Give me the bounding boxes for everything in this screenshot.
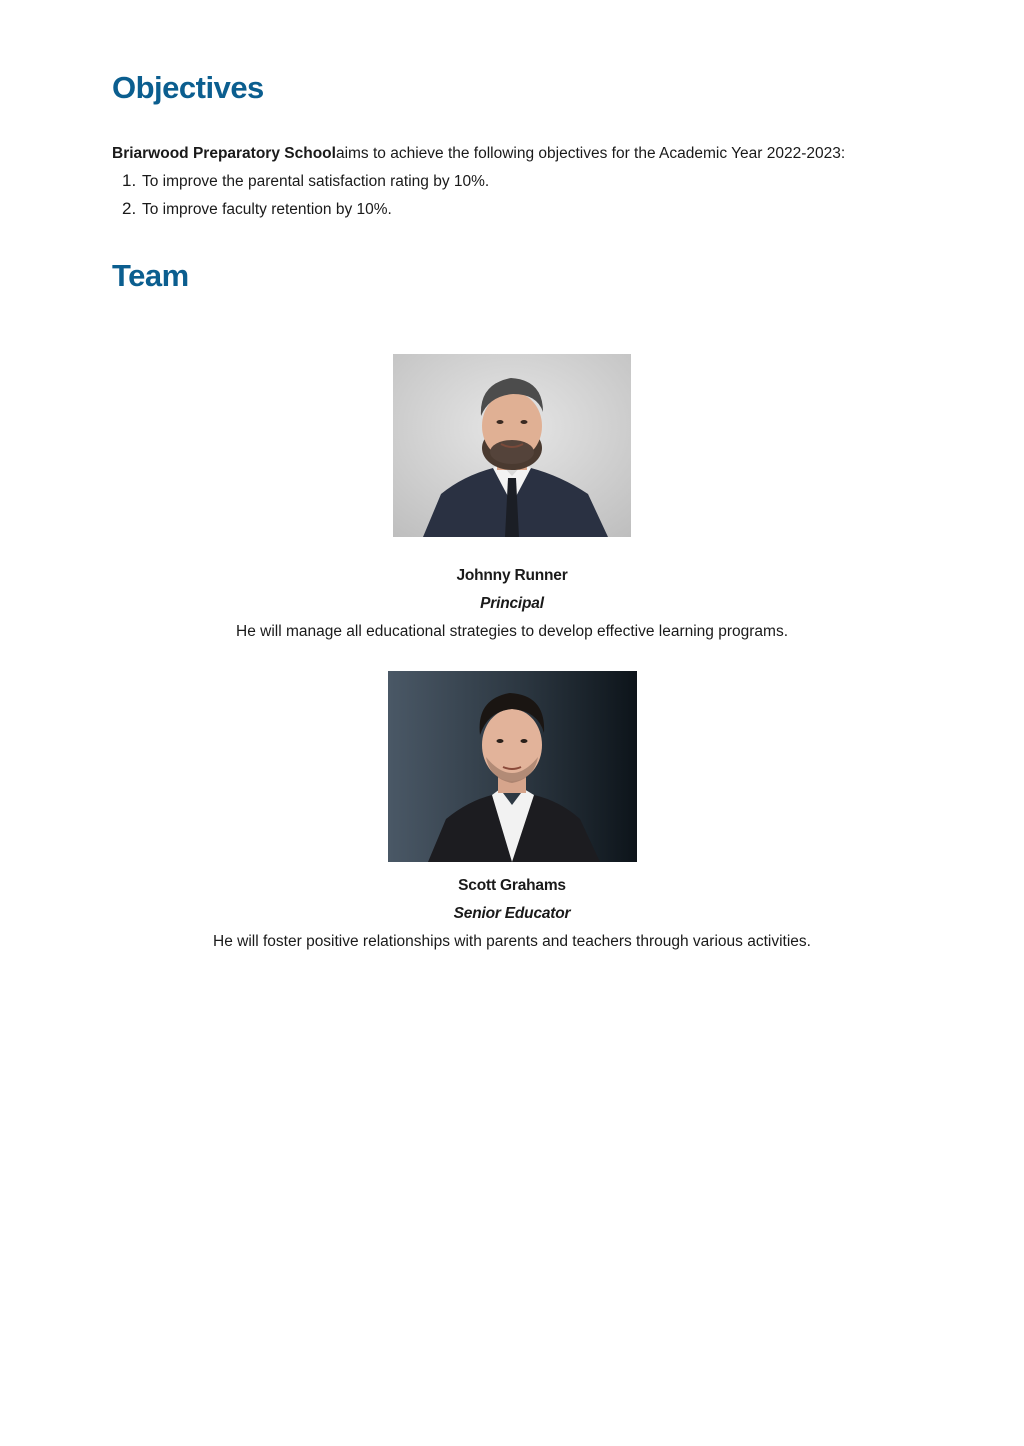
list-number: 2. — [122, 199, 137, 218]
member-role: Senior Educator — [453, 905, 571, 922]
team-heading: Team — [112, 258, 189, 293]
member-photo-1 — [393, 354, 631, 537]
member-description: He will foster positive relationships with parents and teachers through various activities. — [213, 933, 811, 950]
member-description: He will manage all educational strategies to develop effective learning programs. — [236, 623, 788, 640]
list-number: 1. — [122, 171, 137, 190]
member-name: Scott Grahams — [458, 877, 566, 894]
member-photo-2 — [388, 671, 637, 862]
portrait-photo-icon — [388, 671, 637, 862]
portrait-photo-icon — [393, 354, 631, 537]
objectives-intro — [112, 144, 845, 164]
list-item — [112, 172, 489, 200]
list-item — [112, 200, 489, 228]
member-role: Principal — [480, 595, 544, 612]
member-name: Johnny Runner — [456, 567, 568, 584]
objectives-list — [112, 172, 489, 228]
school-name: Briarwood Preparatory School — [112, 145, 336, 162]
objectives-heading: Objectives — [112, 70, 264, 105]
list-item-text: To improve the parental satisfaction rating by 10%. — [142, 173, 490, 190]
list-item-text: To improve faculty retention by 10%. — [142, 201, 392, 218]
intro-text: aims to achieve the following objectives for the Academic Year 2022-2023: — [335, 145, 846, 162]
